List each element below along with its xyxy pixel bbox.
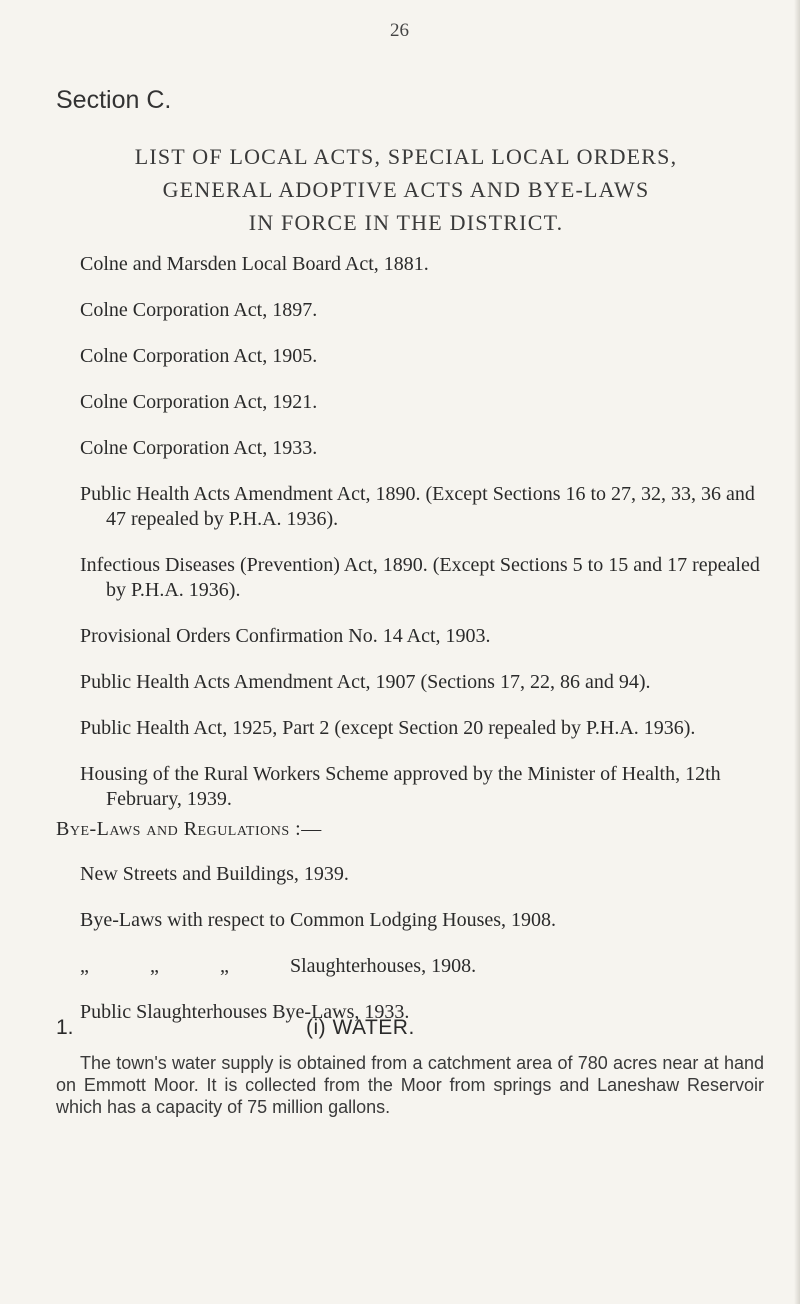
water-paragraph: The town's water supply is obtained from a catchment area of 780 acres near at hand on Emmott Moor. It is collected from the Moor from springs and Laneshaw Reservoir which has a capacity of 75 million gallons.	[56, 1053, 764, 1117]
act-entry: Colne Corporation Act, 1897.	[80, 299, 318, 321]
bye-law-item: Bye-Laws with respect to Common Lodging Houses, 1908.	[80, 909, 557, 931]
page-edge-shadow	[794, 0, 800, 1304]
section-label: Section C.	[56, 86, 172, 114]
heading-line: GENERAL ADOPTIVE ACTS AND BYE-LAWS	[162, 177, 650, 202]
act-entry: Provisional Orders Confirmation No. 14 Act, 1903.	[80, 625, 491, 647]
acts-list	[80, 252, 770, 833]
page-number: 26	[390, 20, 409, 41]
bye-law-item	[80, 954, 740, 979]
bye-law-item: Public Slaughterhouses Bye-Laws, 1933.	[80, 1001, 410, 1023]
list-heading	[56, 140, 756, 239]
water-section-title: (i) WATER.	[306, 1016, 415, 1039]
ditto-mark: „	[80, 955, 89, 977]
ditto-mark: „	[220, 955, 229, 977]
water-section-number: 1.	[56, 1016, 74, 1039]
act-entry: Public Health Acts Amendment Act, 1907 (Sections 17, 22, 86 and 94).	[80, 671, 651, 693]
act-entry: Infectious Diseases (Prevention) Act, 1890. (Except Sections 5 to 15 and 17 repealed by P.H.A. 1936).	[80, 554, 760, 601]
act-entry: Housing of the Rural Workers Scheme approved by the Minister of Health, 12th February, 1939.	[80, 763, 721, 810]
bye-law-text: Slaughterhouses, 1908.	[290, 955, 477, 977]
act-entry: Public Health Act, 1925, Part 2 (except Section 20 repealed by P.H.A. 1936).	[80, 717, 696, 739]
act-entry: Colne and Marsden Local Board Act, 1881.	[80, 253, 429, 275]
ditto-mark: „	[150, 955, 159, 977]
bye-laws-title: Bye-Laws and Regulations :—	[56, 818, 322, 840]
heading-line: IN FORCE IN THE DISTRICT.	[248, 210, 564, 235]
bye-law-item: New Streets and Buildings, 1939.	[80, 863, 349, 885]
act-entry: Colne Corporation Act, 1921.	[80, 391, 318, 413]
act-entry: Public Health Acts Amendment Act, 1890. (Except Sections 16 to 27, 32, 33, 36 and 47 repealed by P.H.A. 1936).	[80, 483, 755, 530]
heading-line: LIST OF LOCAL ACTS, SPECIAL LOCAL ORDERS,	[134, 144, 678, 169]
act-entry: Colne Corporation Act, 1933.	[80, 437, 318, 459]
act-entry: Colne Corporation Act, 1905.	[80, 345, 318, 367]
